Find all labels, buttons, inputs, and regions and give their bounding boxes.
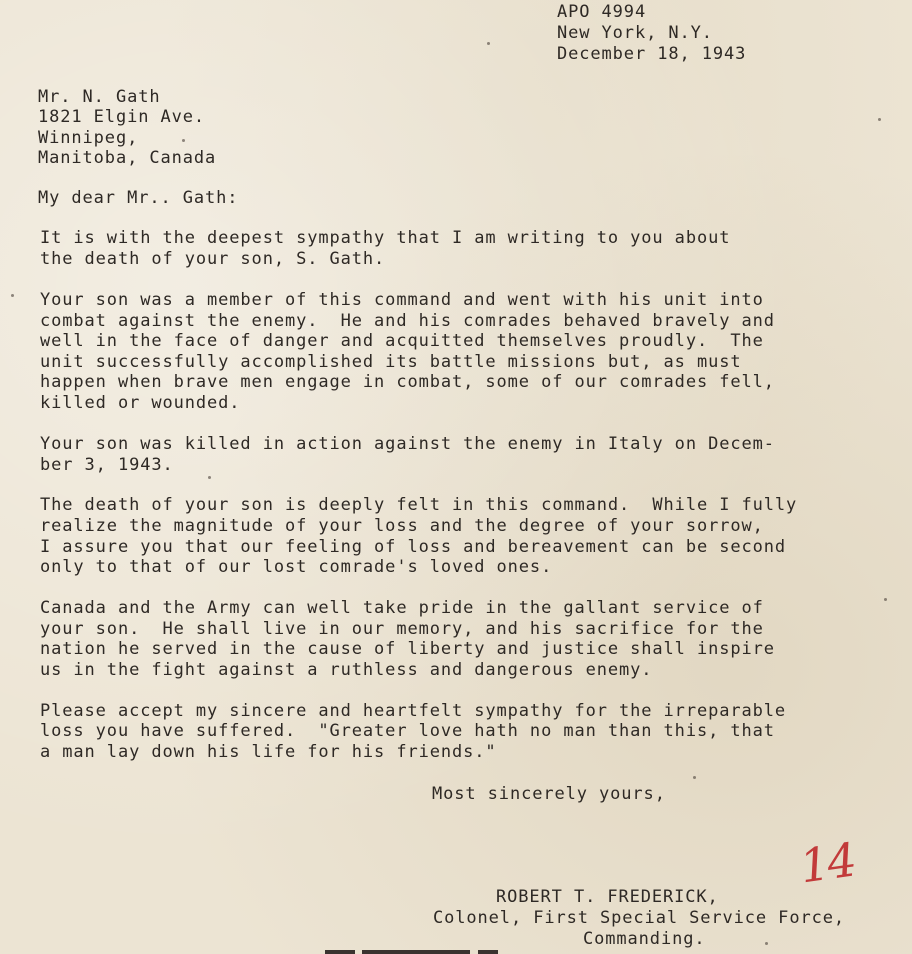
handwritten-page-number: 14 bbox=[796, 832, 859, 894]
paragraph-1-line: the death of your son, S. Gath. bbox=[40, 249, 386, 269]
paper-speck bbox=[11, 294, 14, 297]
paragraph-3-line: ber 3, 1943. bbox=[40, 455, 174, 475]
bottom-edge-strip bbox=[478, 950, 498, 954]
signature-role: Commanding. bbox=[583, 929, 706, 949]
paper-speck bbox=[765, 942, 768, 945]
paragraph-1-line: It is with the deepest sympathy that I am writing to you about bbox=[40, 228, 731, 248]
paragraph-6-line: loss you have suffered. "Greater love hath no man than this, that bbox=[40, 721, 775, 741]
paragraph-2-line: well in the face of danger and acquitted themselves proudly. The bbox=[40, 331, 764, 351]
paragraph-4-line: only to that of our lost comrade's loved ones. bbox=[40, 557, 553, 577]
paper-speck bbox=[182, 139, 185, 142]
header-date: December 18, 1943 bbox=[557, 44, 747, 64]
recipient-name: Mr. N. Gath bbox=[38, 87, 161, 107]
closing: Most sincerely yours, bbox=[432, 784, 666, 804]
bottom-edge-strip bbox=[362, 950, 470, 954]
paper-speck bbox=[693, 776, 696, 779]
paper-speck bbox=[884, 598, 887, 601]
bottom-edge-strip bbox=[325, 950, 355, 954]
paragraph-3-line: Your son was killed in action against the enemy in Italy on Decem- bbox=[40, 434, 775, 454]
paragraph-2-line: combat against the enemy. He and his comrades behaved bravely and bbox=[40, 311, 775, 331]
recipient-street: 1821 Elgin Ave. bbox=[38, 107, 206, 127]
paragraph-5-line: your son. He shall live in our memory, and his sacrifice for the bbox=[40, 619, 764, 639]
paper-speck bbox=[487, 42, 490, 45]
paper-speck bbox=[208, 476, 211, 479]
header-apo: APO 4994 bbox=[557, 2, 647, 22]
signature-title: Colonel, First Special Service Force, bbox=[433, 908, 845, 928]
recipient-province: Manitoba, Canada bbox=[38, 148, 217, 168]
paragraph-5-line: us in the fight against a ruthless and dangerous enemy. bbox=[40, 660, 653, 680]
paragraph-4-line: The death of your son is deeply felt in this command. While I fully bbox=[40, 495, 798, 515]
paragraph-5-line: nation he served in the cause of liberty and justice shall inspire bbox=[40, 639, 775, 659]
header-city: New York, N.Y. bbox=[557, 23, 713, 43]
paragraph-2-line: happen when brave men engage in combat, some of our comrades fell, bbox=[40, 372, 775, 392]
signature-name: ROBERT T. FREDERICK, bbox=[496, 887, 719, 907]
paper-speck bbox=[878, 118, 881, 121]
paragraph-2-line: Your son was a member of this command and went with his unit into bbox=[40, 290, 764, 310]
paragraph-4-line: realize the magnitude of your loss and the degree of your sorrow, bbox=[40, 516, 764, 536]
paragraph-5-line: Canada and the Army can well take pride in the gallant service of bbox=[40, 598, 764, 618]
recipient-city: Winnipeg, bbox=[38, 128, 139, 148]
paragraph-6-line: a man lay down his life for his friends." bbox=[40, 742, 497, 762]
paragraph-2-line: unit successfully accomplished its battle missions but, as must bbox=[40, 352, 742, 372]
paragraph-4-line: I assure you that our feeling of loss and bereavement can be second bbox=[40, 537, 787, 557]
paragraph-6-line: Please accept my sincere and heartfelt sympathy for the irreparable bbox=[40, 701, 787, 721]
salutation: My dear Mr.. Gath: bbox=[38, 188, 239, 208]
paragraph-2-line: killed or wounded. bbox=[40, 393, 241, 413]
